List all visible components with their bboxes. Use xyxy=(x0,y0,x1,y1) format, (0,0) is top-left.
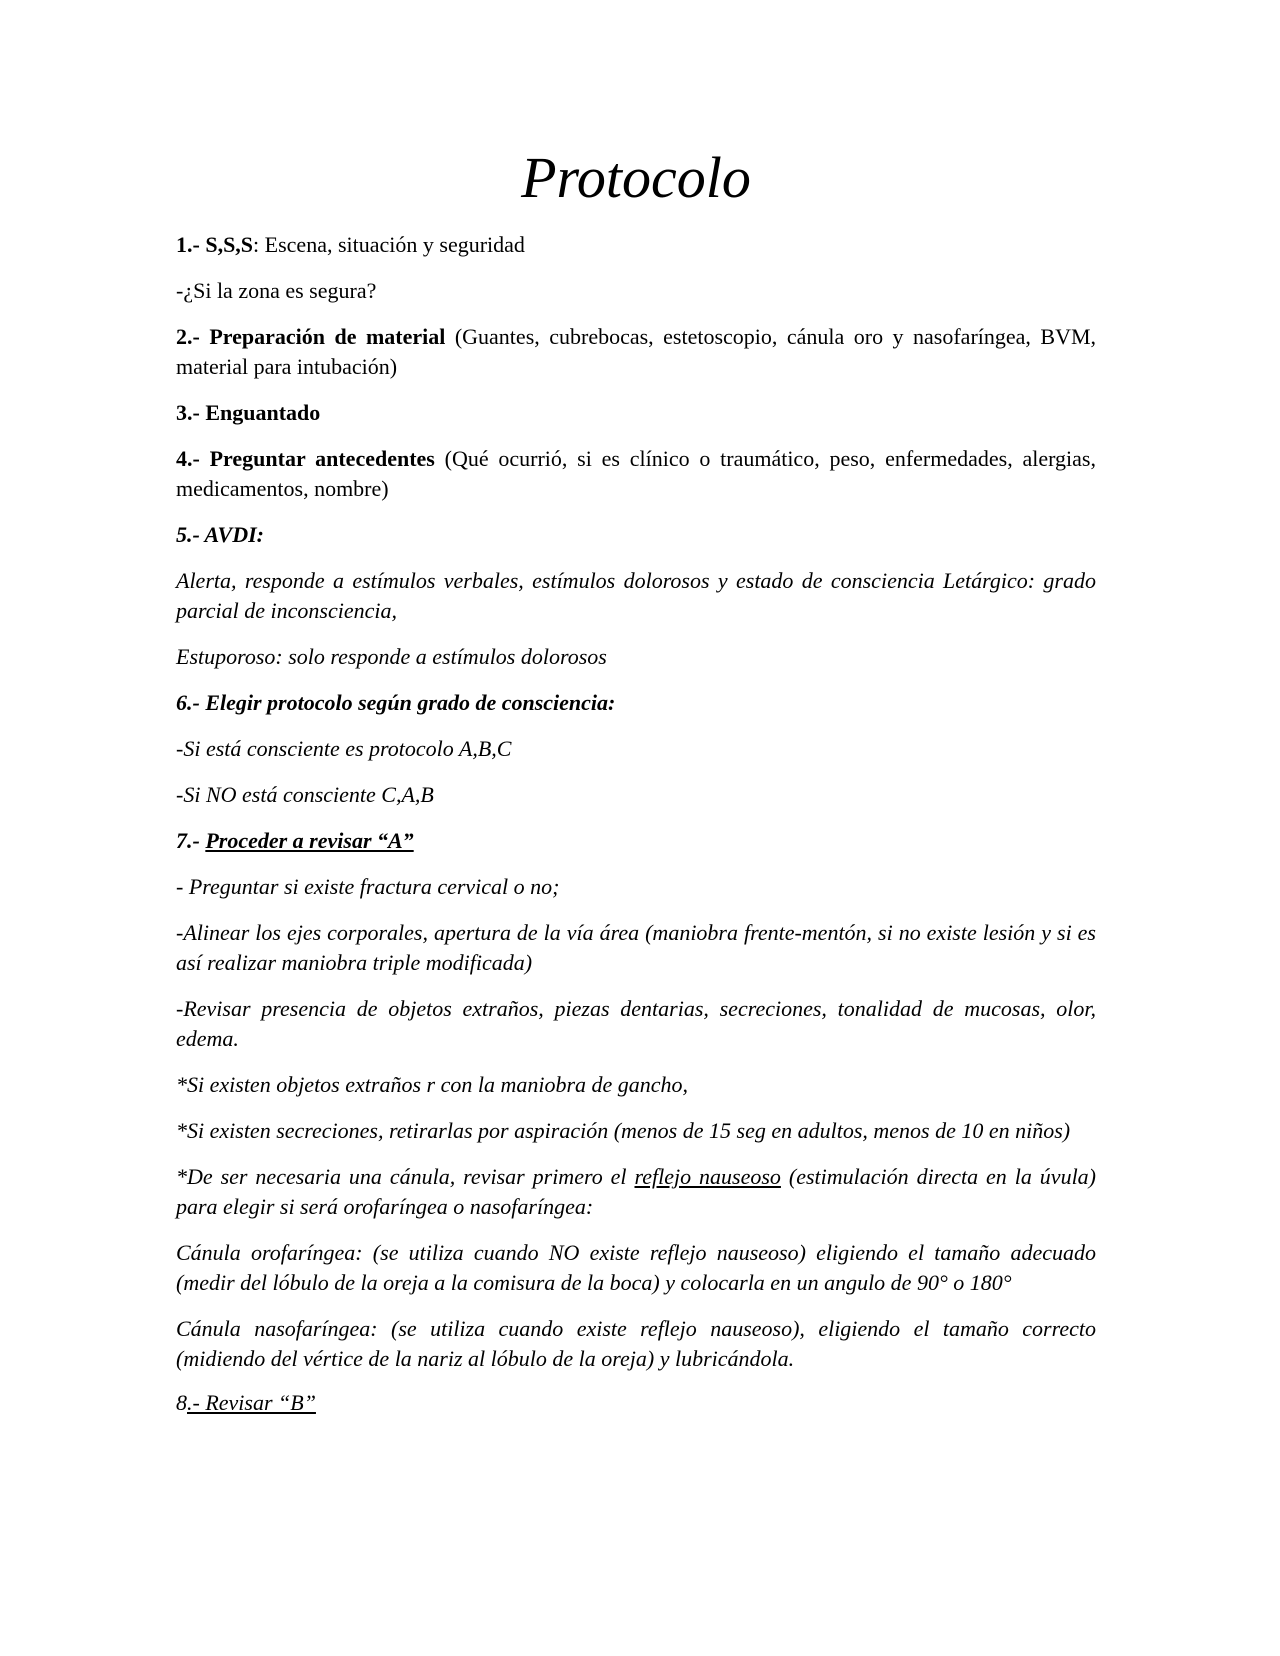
page-title: Protocolo xyxy=(521,145,751,210)
step-7-align: -Alinear los ejes corporales, apertura de la vía área (maniobra frente-mentón, si no existe lesión y si es así realizar maniobra triple modificada) xyxy=(176,920,1096,975)
step-5: 5.- AVDI: xyxy=(176,522,264,547)
step-7-number: 7.- xyxy=(176,828,206,853)
nasopharyngeal-cannula: Cánula nasofaríngea: (se utiliza cuando existe reflejo nauseoso), eligiendo el tamaño correcto (midiendo del vértice de la nariz al lóbulo de la oreja) y lubricándola. xyxy=(176,1316,1096,1371)
step-5-alert: Alerta, responde a estímulos verbales, estímulos dolorosos y estado de consciencia Letárgico: grado parcial de inconsciencia, xyxy=(176,568,1096,623)
step-7-cannula-pre: *De ser necesaria una cánula, revisar primero el xyxy=(176,1164,635,1189)
step-7-secretions: *Si existen secreciones, retirarlas por aspiración (menos de 15 seg en adultos, menos de 10 en niños) xyxy=(176,1118,1071,1143)
step-7 xyxy=(176,826,1096,856)
step-4-text: (Qué ocurrió, si es clínico o traumático, peso, enfermedades, alergias, medicamentos, nombre) xyxy=(176,446,1096,501)
step-8 xyxy=(176,1388,1096,1418)
step-6: 6.- Elegir protocolo según grado de consciencia: xyxy=(176,690,616,715)
step-1 xyxy=(176,230,1096,260)
gag-reflex-underline: reflejo nauseoso xyxy=(634,1164,781,1189)
step-8-number: 8 xyxy=(176,1390,187,1415)
step-5-stupor: Estuporoso: solo responde a estímulos dolorosos xyxy=(176,644,607,669)
step-2-number: 2.- xyxy=(176,324,210,349)
step-2-heading: Preparación de material xyxy=(209,324,446,349)
step-1-text: : Escena, situación y seguridad xyxy=(253,232,525,257)
step-7-cannula xyxy=(176,1162,1096,1222)
step-4-heading: Preguntar antecedentes xyxy=(209,446,435,471)
step-1-heading: S,S,S xyxy=(205,232,254,257)
step-3: 3.- Enguantado xyxy=(176,400,321,425)
oropharyngeal-cannula: Cánula orofaríngea: (se utiliza cuando NO existe reflejo nauseoso) eligiendo el tamaño adecuado (medir del lóbulo de la oreja a la comisura de la boca) y colocarla en un angulo de 90° o 180° xyxy=(176,1240,1096,1295)
step-7-foreign-objects: *Si existen objetos extraños r con la maniobra de gancho, xyxy=(176,1072,689,1097)
step-6-conscious: -Si está consciente es protocolo A,B,C xyxy=(176,736,512,761)
step-4-number: 4.- xyxy=(176,446,210,471)
step-2 xyxy=(176,322,1096,382)
step-2-text: (Guantes, cubrebocas, estetoscopio, cánula oro y nasofaríngea, BVM, material para intubación) xyxy=(176,324,1097,379)
step-4 xyxy=(176,444,1096,504)
document-body xyxy=(176,230,1096,1434)
step-1-question: -¿Si la zona es segura? xyxy=(176,278,377,303)
step-7-cannula-post: (estimulación directa en la úvula) para elegir si será orofaríngea o nasofaríngea: xyxy=(176,1164,1097,1219)
step-7-cervical: - Preguntar si existe fractura cervical o no; xyxy=(176,874,560,899)
step-7-inspect: -Revisar presencia de objetos extraños, piezas dentarias, secreciones, tonalidad de mucosas, olor, edema. xyxy=(176,996,1096,1051)
step-7-heading: Proceder a revisar “A” xyxy=(205,828,414,853)
step-8-heading: .- Revisar “B” xyxy=(187,1390,316,1415)
step-6-unconscious: -Si NO está consciente C,A,B xyxy=(176,782,434,807)
step-1-number: 1.- xyxy=(176,232,206,257)
